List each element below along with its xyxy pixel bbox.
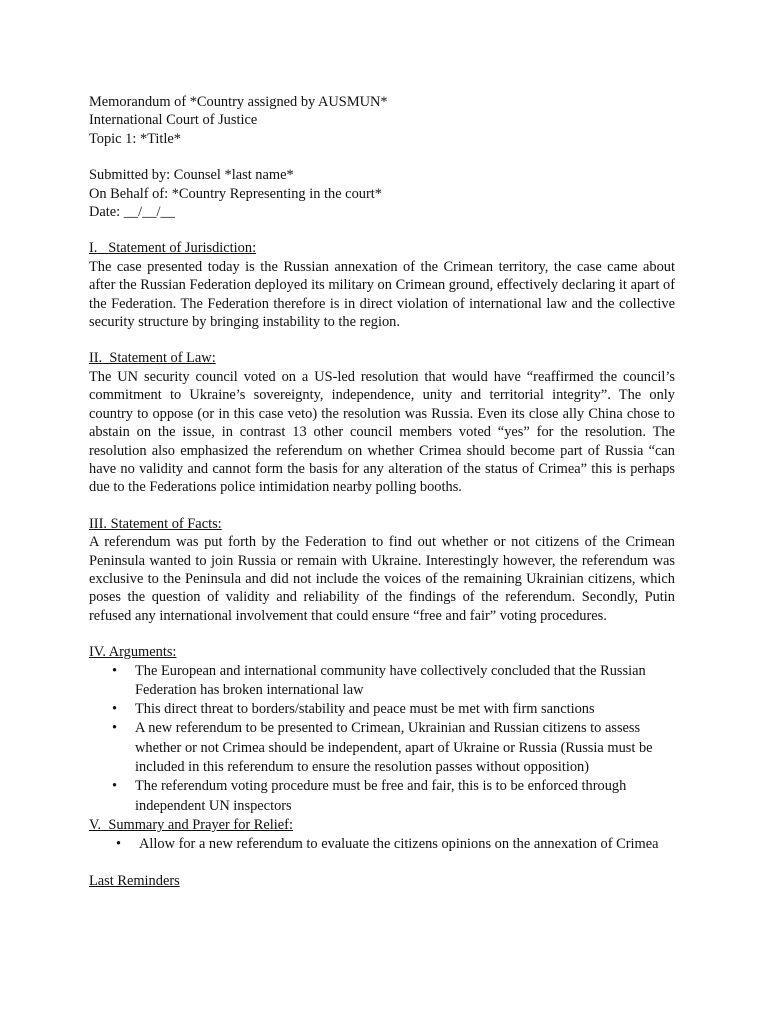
list-item: [89, 700, 675, 719]
list-item-text: The European and international community have collectively concluded that the Russian Federation has broken international law: [135, 662, 646, 698]
relief-list: [89, 834, 675, 854]
date-line: Date: __/__/__: [89, 204, 175, 221]
topic-line: Topic 1: *Title*: [89, 130, 182, 147]
section-title: Statement of Jurisdiction:: [108, 240, 257, 257]
list-item: [89, 834, 675, 854]
section-jurisdiction-heading: [89, 239, 675, 257]
list-item-text: Allow for a new referendum to evaluate the citizens opinions on the annexation of Crimea: [139, 836, 659, 853]
bullet-icon: •: [116, 836, 122, 853]
section-facts-heading: [89, 515, 675, 533]
memo-title: Memorandum of *Country assigned by AUSMUN*: [89, 94, 388, 110]
list-item: [89, 719, 675, 777]
section-title: Summary and Prayer for Relief:: [108, 816, 293, 833]
section-number: II.: [89, 350, 103, 367]
law-paragraph: The UN security council voted on a US-led resolution that would have “reaffirmed the council’s commitment to Ukraine’s sovereignty, independence, unity and territorial integrity”. The only country to oppose (or in this case veto) the resolution was Russia. Even its close ally China chose to abstain on the issue, in contrast 13 other council members voted “yes” for the resolution. The resolution also emphasized the referendum on whether Crimea should become part of Russia “can have no validity and cannot form the basis for any alteration of the status of Crimea” this is perhaps due to the Federations police intimidation nearby polling booths.: [89, 368, 675, 496]
list-item-text: This direct threat to borders/stability and peace must be met with firm sanctions: [135, 701, 595, 718]
bullet-icon: •: [112, 720, 118, 737]
list-item: [89, 662, 675, 701]
section-arguments-heading: [89, 643, 675, 661]
jurisdiction-paragraph: The case presented today is the Russian annexation of the Crimean territory, the case came about after the Russian Federation deployed its military on Crimean ground, effectively declaring it apart of the Federation. The Federation therefore is in direct violation of international law and the collective security structure by bringing instability to the region.: [89, 258, 675, 331]
submitted-by: Submitted by: Counsel *last name*: [89, 167, 294, 184]
facts-paragraph: A referendum was put forth by the Federation to find out whether or not citizens of the Crimean Peninsula wanted to join Russia or remain with Ukraine. Interestingly however, the referendum was exclusive to the Peninsula and did not include the voices of the remaining Ukrainian citizens, which poses the question of validity and reliability of the findings of the referendum. Secondly, Putin refused any international involvement that could ensure “free and fair” voting procedures.: [89, 534, 675, 624]
bullet-icon: •: [112, 701, 118, 718]
list-item-text: A new referendum to be presented to Crimean, Ukrainian and Russian citizens to assess whether or not Crimea should be independent, apart of Ukraine or Russia (Russia must be included in this referendum to ensure the resolution passes without opposition): [135, 720, 653, 776]
section-title: III. Statement of Facts:: [89, 515, 222, 532]
court-name: International Court of Justice: [89, 112, 258, 129]
section-number: I.: [89, 240, 98, 257]
arguments-list: [89, 662, 675, 816]
bullet-icon: •: [112, 778, 118, 795]
last-reminders-heading: [89, 872, 675, 890]
bullet-icon: •: [112, 662, 118, 679]
list-item-text: The referendum voting procedure must be free and fair, this is to be enforced through independent UN inspectors: [135, 778, 627, 814]
section-title: Last Reminders: [89, 873, 180, 890]
section-title: Statement of Law:: [109, 350, 216, 367]
on-behalf-of: On Behalf of: *Country Representing in the court*: [89, 185, 382, 202]
document-page: [89, 93, 675, 891]
list-item: [89, 777, 675, 816]
section-title: IV. Arguments:: [89, 644, 177, 661]
section-relief-heading: [89, 816, 675, 834]
section-law-heading: [89, 349, 675, 367]
section-number: V.: [89, 816, 102, 833]
